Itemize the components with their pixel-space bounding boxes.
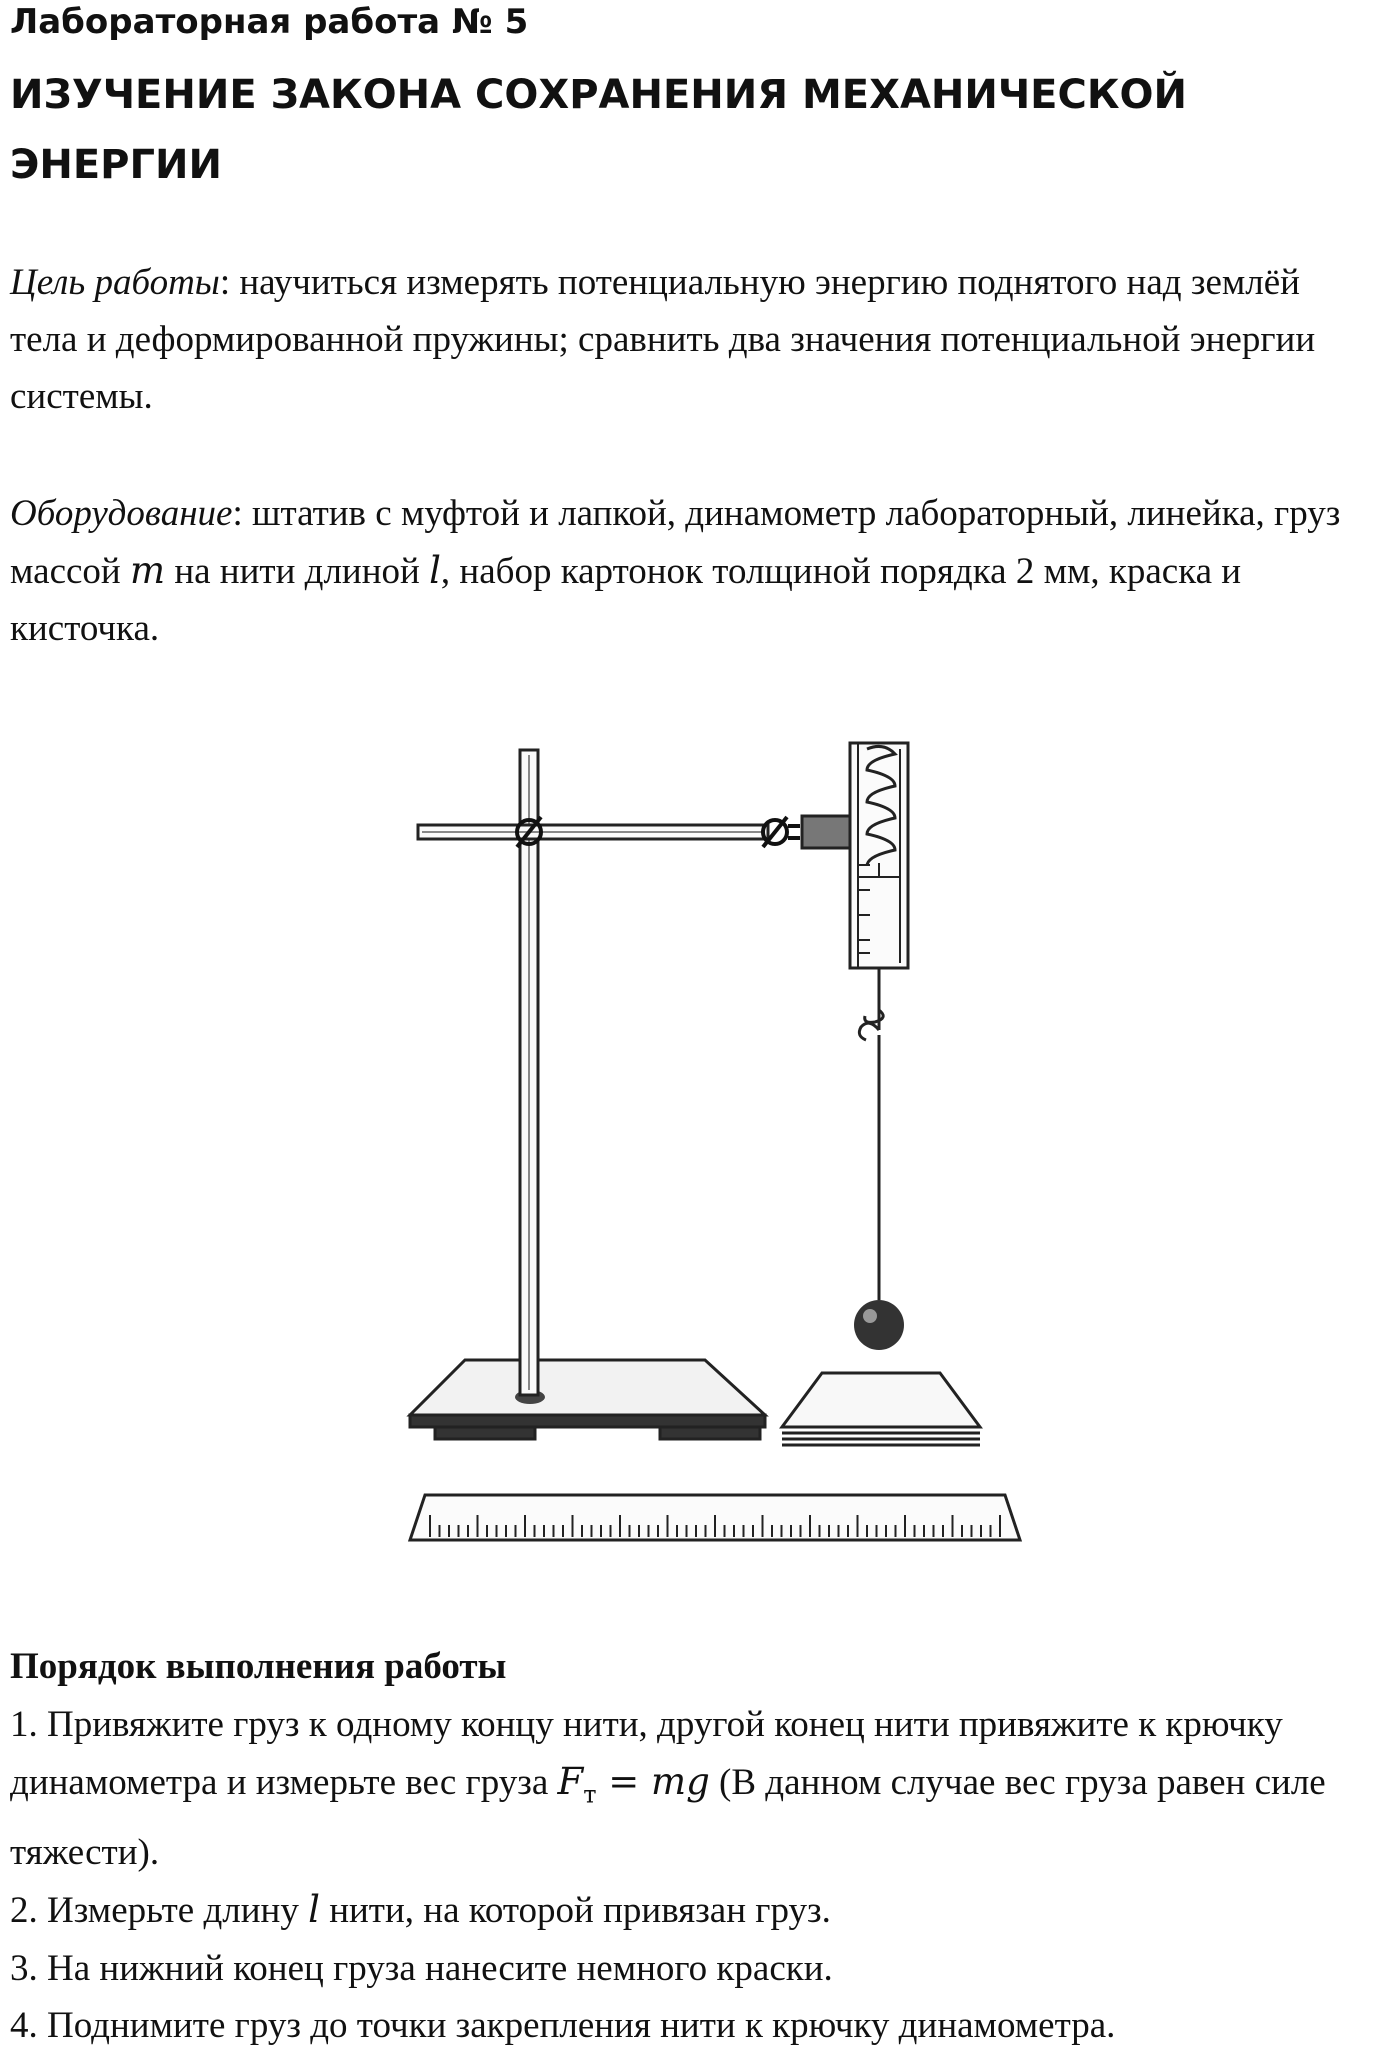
weight-ball xyxy=(854,1300,904,1350)
procedure-title: Порядок выполнения работы xyxy=(10,1646,507,1687)
step-1 xyxy=(10,1696,1390,1882)
weight-formula xyxy=(557,1760,710,1809)
equipment-label: Оборудование xyxy=(10,493,233,534)
lab-title: ИЗУЧЕНИЕ ЗАКОНА СОХРАНЕНИЯ МЕХАНИЧЕСКОЙ ЭНЕРГИИ xyxy=(10,72,1188,188)
step-1-text-2: (В данном случае вес груза равен силе тяжести). xyxy=(10,1762,1326,1873)
formula-force: F xyxy=(557,1760,584,1803)
equipment-paragraph xyxy=(10,485,1370,657)
apparatus-figure xyxy=(380,705,1040,1575)
hook-and-thread xyxy=(859,968,883,1300)
goal-text: : научиться измерять потенциальную энергию поднятого над землёй тела и деформированной пружины; сравнить два значения потенциальной энергии системы. xyxy=(10,262,1316,417)
length-variable: l xyxy=(429,549,441,592)
dynamometer-holder xyxy=(802,816,850,848)
ruler xyxy=(410,1495,1020,1540)
step-2-text-2: нити, на которой привязан груз. xyxy=(319,1890,831,1932)
procedure-section xyxy=(10,1638,1390,2055)
apparatus-illustration xyxy=(380,705,1040,1575)
dynamometer xyxy=(850,743,908,968)
step-4: 4. Поднимите груз до точки закрепления нити к крючку динамометра. xyxy=(10,2005,1116,2047)
step-2-text-1: 2. Измерьте длину xyxy=(10,1890,309,1932)
goal-paragraph xyxy=(10,254,1370,425)
equipment-text-3: , набор картонок толщиной порядка 2 мм, краска и кисточка. xyxy=(10,551,1242,649)
step-2 xyxy=(10,1881,1390,1940)
vertical-rod xyxy=(520,750,538,1395)
cardboard-stack xyxy=(782,1373,980,1445)
equipment-text-2: на нити длиной xyxy=(165,551,430,592)
formula-rest: = mg xyxy=(596,1760,710,1803)
equipment-text-1: : штатив с муфтой и лапкой, динамометр лабораторный, линейка, груз массой xyxy=(10,493,1341,592)
step-1-text-1: 1. Привяжите груз к одному концу нити, другой конец нити привяжите к крючку динамометра и измерьте вес груза xyxy=(10,1703,1283,1803)
goal-label: Цель работы xyxy=(10,262,220,303)
horizontal-bar xyxy=(418,825,768,839)
step-2-length-variable: l xyxy=(308,1888,320,1932)
stand-base xyxy=(410,1360,765,1439)
formula-subscript: т xyxy=(583,1780,597,1809)
mass-variable: m xyxy=(129,549,166,592)
step-3: 3. На нижний конец груза нанесите немного краски. xyxy=(10,1947,833,1989)
lab-number-heading: Лабораторная работа № 5 xyxy=(10,2,529,42)
